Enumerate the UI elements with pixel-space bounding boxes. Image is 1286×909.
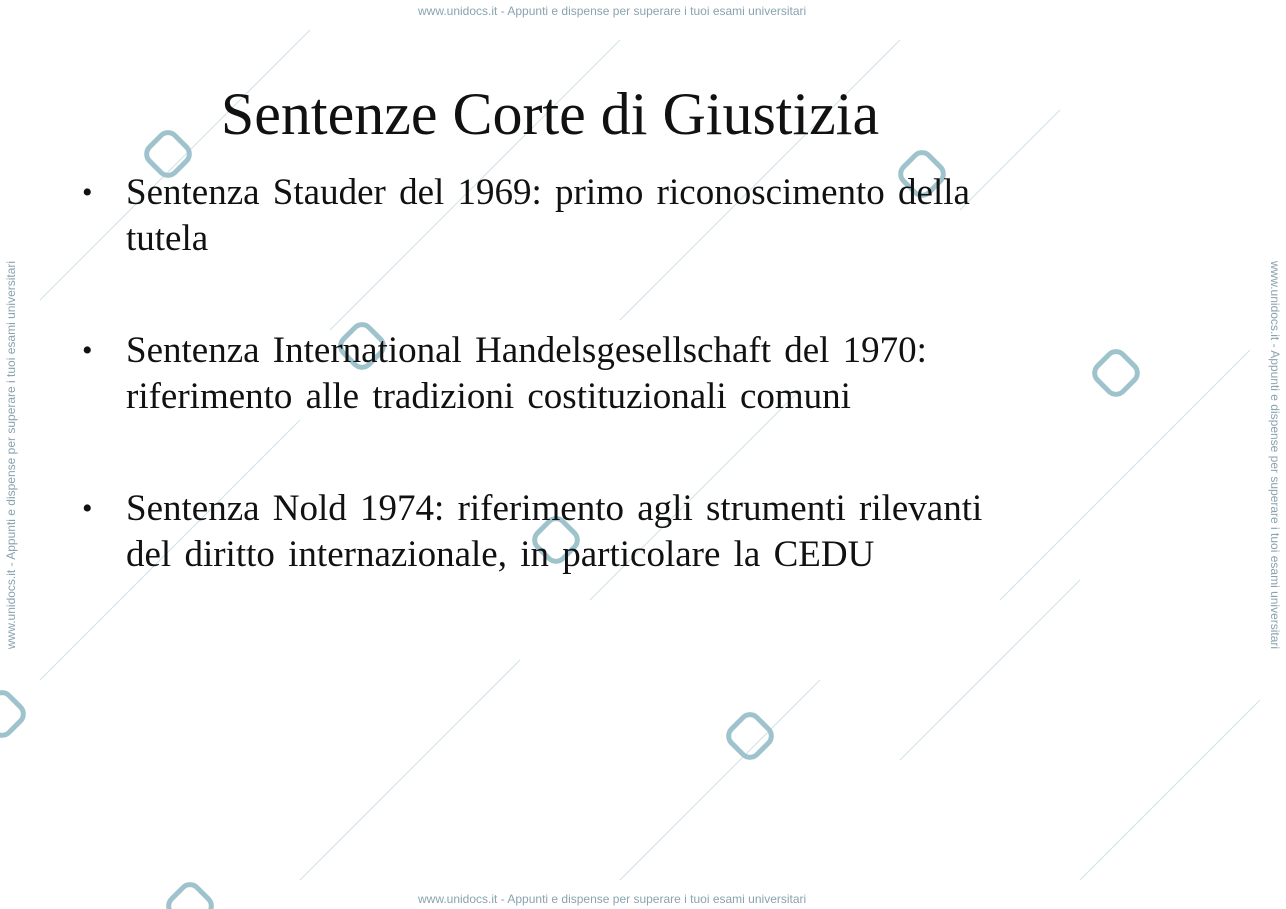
watermark-right: www.unidocs.it - Appunti e dispense per superare i tuoi esami universitari <box>1268 260 1282 650</box>
bullet-item <box>82 486 1012 578</box>
bullet-list <box>82 170 1012 644</box>
bullet-dot-icon: • <box>82 176 93 209</box>
bullet-text: Sentenza International Handelsgesellschaft del 1970: riferimento alle tradizioni costituzionali comuni <box>126 330 927 417</box>
bullet-text: Sentenza Nold 1974: riferimento agli strumenti rilevanti del diritto internazionale, in particolare la CEDU <box>126 488 983 575</box>
slide-title: Sentenze Corte di Giustizia <box>220 81 880 147</box>
bullet-dot-icon: • <box>82 492 93 525</box>
bullet-text: Sentenza Stauder del 1969: primo riconoscimento della tutela <box>126 172 970 259</box>
bullet-item <box>82 170 1012 262</box>
watermark-top: www.unidocs.it - Appunti e dispense per superare i tuoi esami universitari <box>418 4 807 18</box>
watermark-left: www.unidocs.it - Appunti e dispense per superare i tuoi esami universitari <box>4 260 18 650</box>
watermark-bottom: www.unidocs.it - Appunti e dispense per superare i tuoi esami universitari <box>418 892 807 906</box>
bullet-dot-icon: • <box>82 334 93 367</box>
bullet-item <box>82 328 1012 420</box>
